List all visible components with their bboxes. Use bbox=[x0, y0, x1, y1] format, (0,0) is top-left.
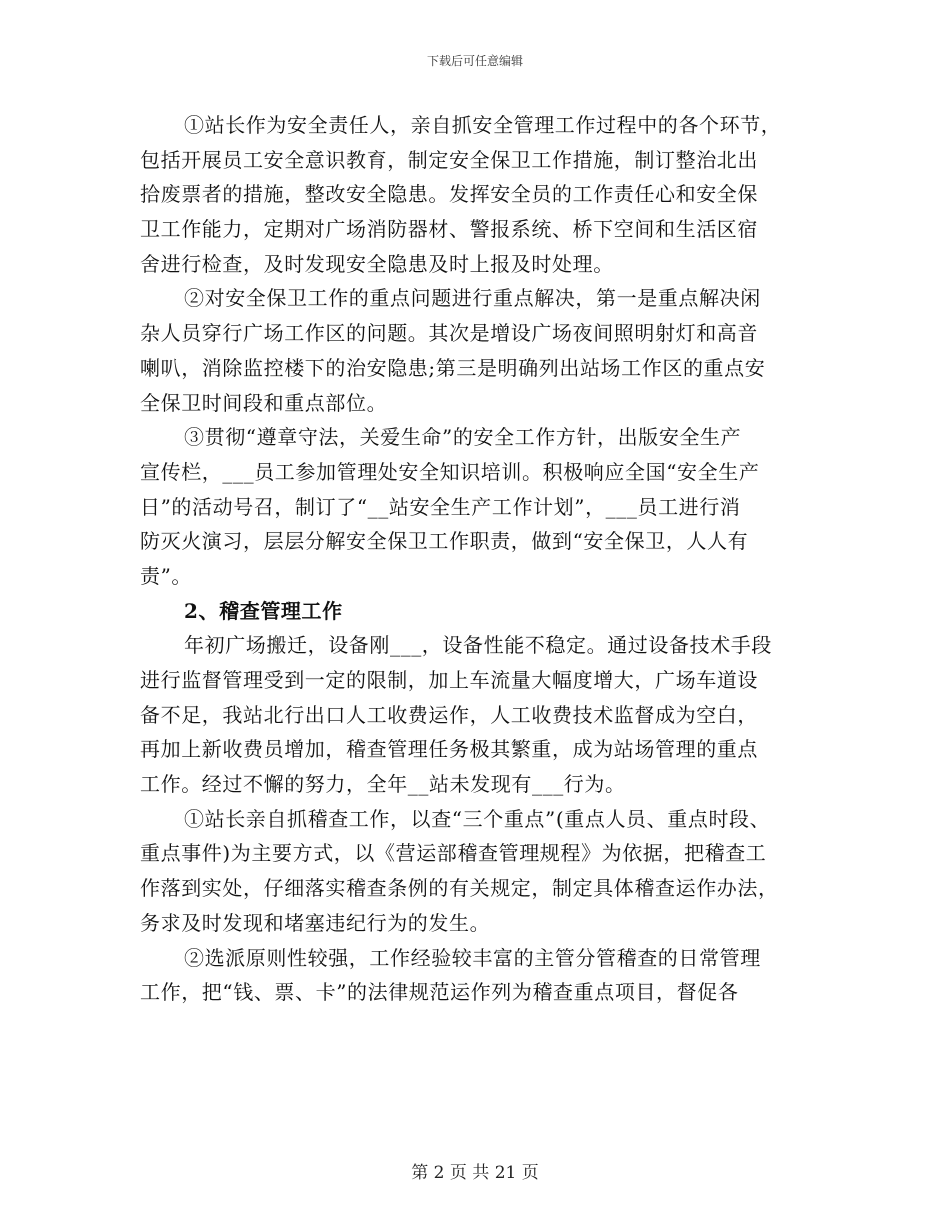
text-line: 作落到实处，仔细落实稽查条例的有关规定，制定具体稽查运作办法， bbox=[140, 876, 779, 901]
text-line: 备不足，我站北行出口人工收费运作，人工收费技术监督成为空白， bbox=[140, 702, 758, 727]
text-line: 重点事件)为主要方式，以《营运部稽查管理规程》为依据，把稽查工 bbox=[140, 841, 767, 866]
text-line: 宣传栏，___员工参加管理处安全知识培训。积极响应全国“安全生产 bbox=[140, 459, 760, 484]
text-line: 舍进行检查，及时发现安全隐患及时上报及时处理。 bbox=[140, 251, 614, 276]
text-line: 喇叭，消除监控楼下的治安隐患;第三是明确列出站场工作区的重点安 bbox=[140, 355, 766, 380]
text-line: 杂人员穿行广场工作区的问题。其次是增设广场夜间照明射灯和高音 bbox=[140, 321, 758, 346]
text-line: ③贯彻“遵章守法，关爱生命”的安全工作方针，出版安全生产 bbox=[184, 425, 742, 450]
text-line: ①站长亲自抓稽查工作，以查“三个重点”(重点人员、重点时段、 bbox=[184, 806, 771, 831]
text-line: 进行监督管理受到一定的限制，加上车流量大幅度增大，广场车道设 bbox=[140, 668, 758, 692]
text-line: 年初广场搬迁，设备刚___，设备性能不稳定。通过设备技术手段 bbox=[184, 633, 772, 658]
text-line: 工作，把“钱、票、卡”的法律规范运作列为稽查重点项目，督促各 bbox=[140, 980, 739, 1005]
text-line: 拾废票者的措施，整改安全隐患。发挥安全员的工作责任心和安全保 bbox=[140, 182, 758, 207]
text-line: 务求及时发现和堵塞违纪行为的发生。 bbox=[140, 910, 491, 935]
text-line: 再加上新收费员增加，稽查管理任务极其繁重，成为站场管理的重点 bbox=[140, 737, 758, 762]
text-line: 防灭火演习，层层分解安全保卫工作职责，做到“安全保卫，人人有 bbox=[140, 529, 749, 554]
text-line: ②对安全保卫工作的重点问题进行重点解决，第一是重点解决闲 bbox=[184, 286, 761, 311]
text-line: ②选派原则性较强，工作经验较丰富的主管分管稽查的日常管理 bbox=[184, 945, 761, 970]
text-line: 责”。 bbox=[140, 563, 193, 588]
text-line: 工作。经过不懈的努力，全年__站未发现有___行为。 bbox=[140, 772, 626, 797]
page-footer: 第 2 页 共 21 页 bbox=[411, 1163, 539, 1183]
text-line: 包括开展员工安全意识教育，制定安全保卫工作措施，制订整治北出 bbox=[140, 147, 758, 172]
document-body bbox=[140, 108, 830, 1010]
text-line: ①站长作为安全责任人，亲自抓安全管理工作过程中的各个环节， bbox=[184, 113, 782, 137]
text-line: 全保卫时间段和重点部位。 bbox=[140, 390, 388, 415]
text-line: 日”的活动号召，制订了“__站安全生产工作计划”，___员工进行消 bbox=[140, 494, 741, 519]
section-heading: 2、稽查管理工作 bbox=[184, 598, 343, 623]
text-line: 卫工作能力，定期对广场消防器材、警报系统、桥下空间和生活区宿 bbox=[140, 217, 758, 242]
page-header: 下载后可任意编辑 bbox=[426, 54, 523, 68]
